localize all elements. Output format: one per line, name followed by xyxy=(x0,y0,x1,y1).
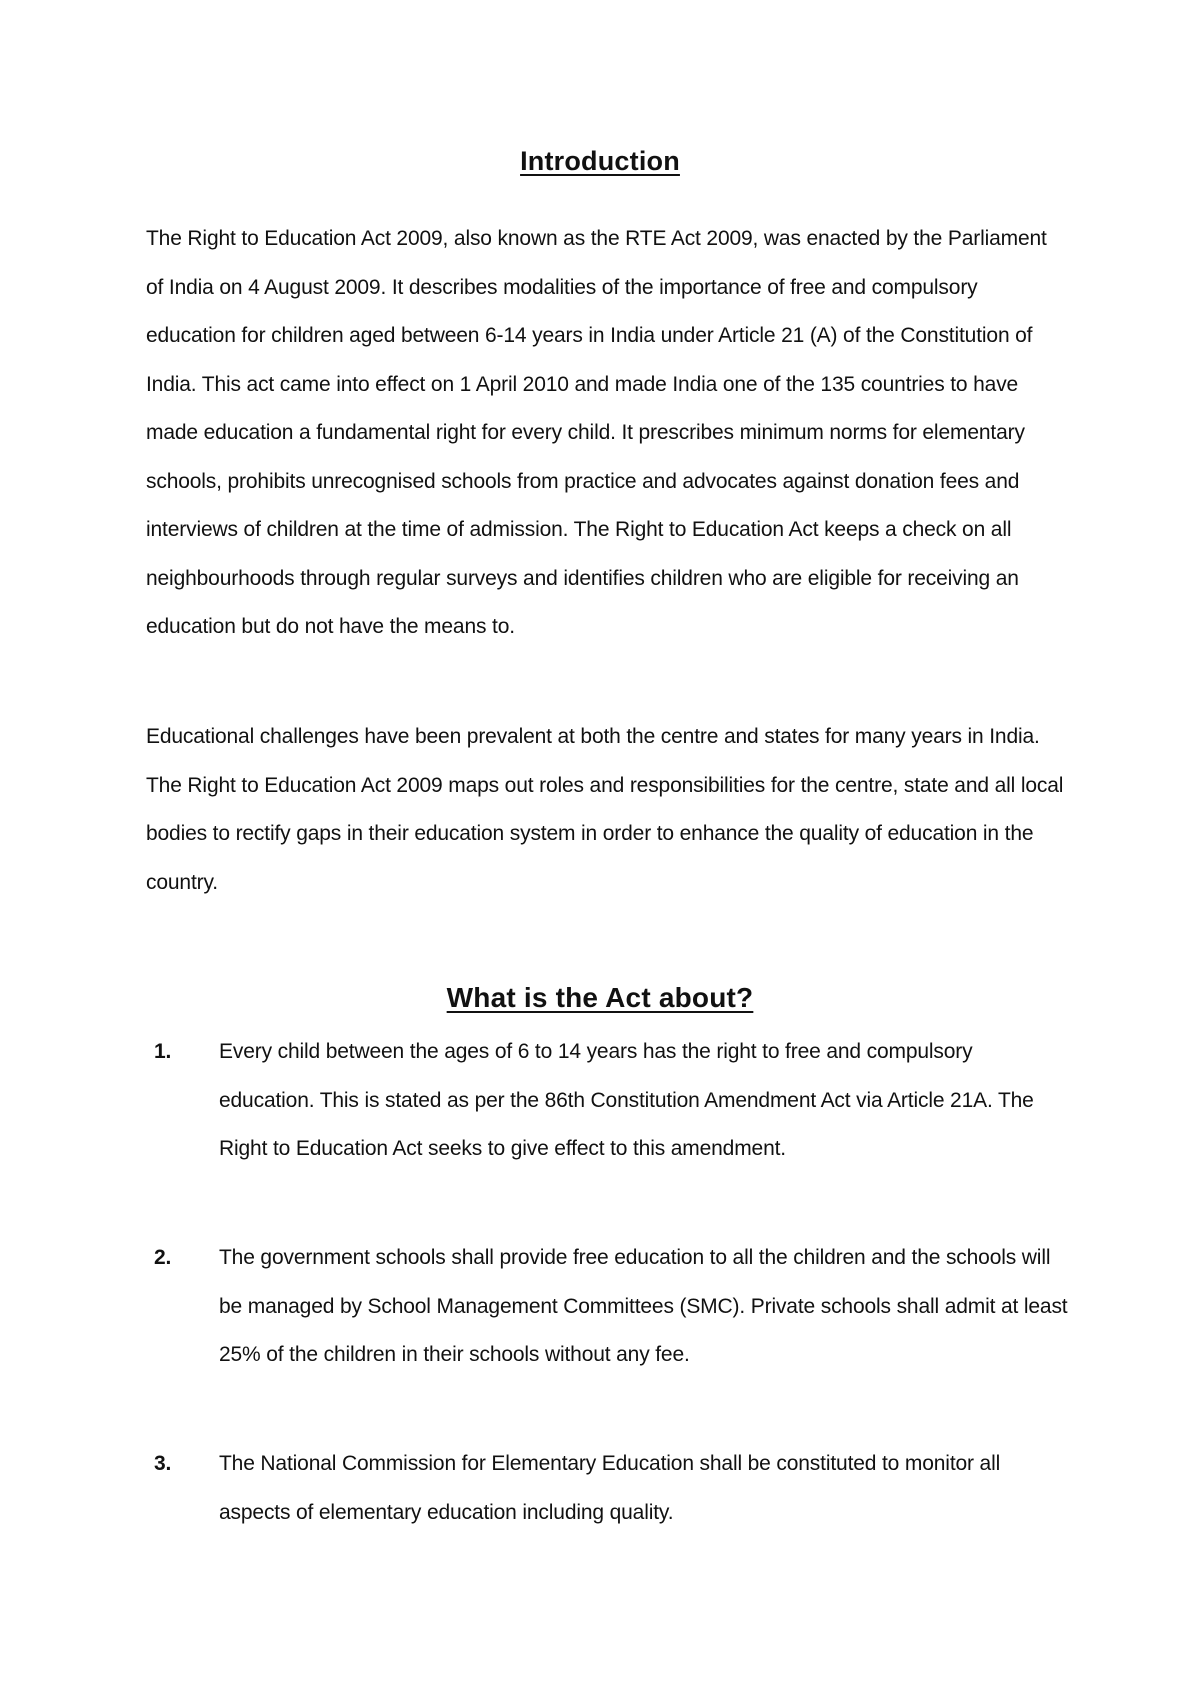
list-item-number: 1. xyxy=(154,1040,172,1063)
list-item-number: 2. xyxy=(154,1246,172,1269)
introduction-paragraph-1: The Right to Education Act 2009, also known as the RTE Act 2009, was enacted by the Parliament of India on 4 August 2009. It describes modalities of the importance of free and compulsory education for children aged between 6-14 years in India under Article 21 (A) of the Constitution of India. This act came into effect on 1 April 2010 and made India one of the 135 countries to have made education a fundamental right for every child. It prescribes minimum norms for elementary schools, prohibits unrecognised schools from practice and advocates against donation fees and interviews of children at the time of admission. The Right to Education Act keeps a check on all neighbourhoods through regular surveys and identifies children who are eligible for receiving an education but do not have the means to. xyxy=(146,227,1047,638)
list-item xyxy=(146,1440,1066,1537)
introduction-heading: Introduction xyxy=(520,146,680,176)
list-item-text: The government schools shall provide free education to all the children and the schools will be managed by School Management Committees (SMC). Private schools shall admit at least 25% of the children in their schools without any fee. xyxy=(219,1246,1068,1366)
list-item-number: 3. xyxy=(154,1452,172,1475)
act-about-heading: What is the Act about? xyxy=(446,982,754,1013)
list-item-text: The National Commission for Elementary Education shall be constituted to monitor all aspects of elementary education including quality. xyxy=(219,1452,1001,1524)
list-item xyxy=(146,1028,1066,1174)
list-item-text: Every child between the ages of 6 to 14 years has the right to free and compulsory education. This is stated as per the 86th Constitution Amendment Act via Article 21A. The Right to Education Act seeks to give effect to this amendment. xyxy=(219,1040,1034,1160)
list-item xyxy=(146,1234,1066,1380)
introduction-paragraph-2: Educational challenges have been prevalent at both the centre and states for many years in India. The Right to Education Act 2009 maps out roles and responsibilities for the centre, state and all local bodies to rectify gaps in their education system in order to enhance the quality of education in the country. xyxy=(146,725,1064,894)
